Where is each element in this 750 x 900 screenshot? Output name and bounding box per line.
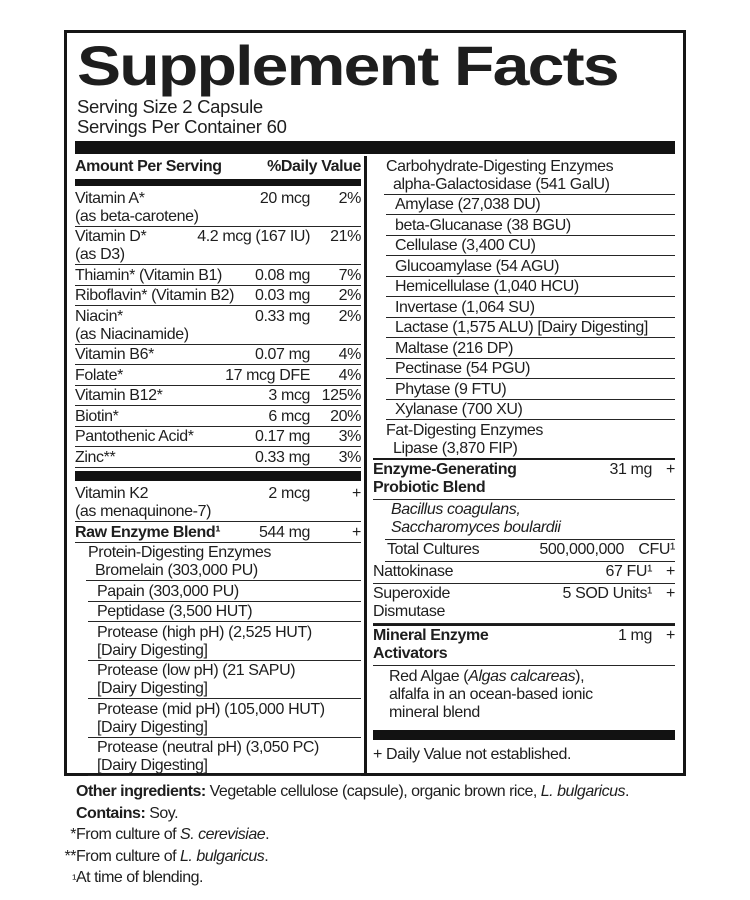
nutrient-subtext: (as Niacinamide) (75, 325, 189, 343)
nutrient-row (75, 365, 361, 386)
enzyme-item (386, 297, 675, 318)
enzyme-item-tag: [Dairy Digesting] (97, 757, 208, 774)
nutrient-name: Zinc** (75, 448, 116, 466)
nutrient-dv: 21% (330, 228, 361, 245)
nutrient-dv: 4% (338, 346, 361, 363)
nutrient-dv: 4% (338, 366, 361, 384)
label-footnotes (62, 781, 742, 890)
nutrient-dv: 125% (321, 387, 361, 404)
servings-per-container-line (77, 117, 675, 137)
nutrient-dv: 2% (338, 287, 361, 304)
enzyme-item-text: Protease (neutral pH) (3,050 PC) (97, 739, 319, 756)
enzyme-item-text: alpha-Galactosidase (541 GalU) (393, 175, 610, 193)
left-column (75, 156, 364, 776)
blend-amount: 544 mg (259, 523, 310, 541)
blend-name: Mineral Enzyme (373, 627, 489, 644)
blend-name: Raw Enzyme Blend¹ (75, 523, 221, 541)
nutrient-name: Vitamin B12* (75, 387, 163, 404)
mineral-desc-line: mineral blend (389, 704, 480, 721)
nutrient-dv: 7% (338, 266, 361, 284)
enzyme-item (386, 359, 675, 380)
enzyme-item-tag: [Dairy Digesting] (97, 680, 208, 697)
nutrient-row (75, 386, 361, 407)
enzyme-item-text: Xylanase (700 XU) (395, 401, 523, 418)
enzyme-item-text: Lipase (3,870 FIP) (393, 439, 518, 457)
enzyme-item (88, 699, 361, 738)
species-name: L. bulgaricus (540, 783, 625, 800)
protein-enzyme-list (75, 581, 361, 776)
top-divider-bar (75, 141, 675, 154)
nutrient-name: Folate* (75, 366, 123, 384)
nutrient-row (75, 447, 361, 468)
blend-dv: + (666, 627, 675, 644)
nutrient-name: Vitamin D* (75, 228, 147, 245)
column-header (75, 156, 361, 178)
enzyme-item-text: Maltase (216 DP) (395, 339, 514, 357)
enzyme-item-text: Invertase (1,064 SU) (395, 298, 535, 316)
probiotic-species (385, 500, 675, 540)
enzyme-item-text: Papain (303,000 PU) (97, 582, 239, 600)
nutrient-amount: 0.07 mg (254, 346, 310, 363)
nutrient-subtext: (as D3) (75, 246, 125, 263)
enzyme-item-text: Lactase (1,575 ALU) [Dairy Digesting] (395, 319, 648, 336)
enzyme-item (88, 622, 361, 661)
nutrient-amount: 0.03 mg (254, 287, 310, 304)
enzyme-item-text: Glucoamylase (54 AGU) (395, 257, 560, 275)
enzyme-item-text: Protease (mid pH) (105,000 HUT) (97, 700, 325, 718)
nutrient-dv: 3% (338, 448, 361, 466)
serving-size-label: Serving Size (77, 96, 178, 117)
nutrient-amount: 6 mcg (268, 407, 310, 425)
enzyme-item-text: Bromelain (303,000 PU) (95, 562, 258, 579)
nutrient-dv: 2% (338, 307, 361, 325)
enzyme-item-text: beta-Glucanase (38 BGU) (395, 216, 571, 234)
right-column (367, 156, 675, 776)
nutrient-dv: 2% (338, 189, 361, 207)
enzyme-item-text: Pectinase (54 PGU) (395, 360, 531, 377)
nutrient-name: Thiamin* (Vitamin B1) (75, 266, 222, 284)
nutrient-row (75, 406, 361, 427)
enzyme-item-text: Phytase (9 FTU) (395, 380, 507, 398)
nutrient-dv: 3% (338, 428, 361, 445)
enzyme-item (386, 277, 675, 298)
carb-enzymes-heading: Carbohydrate-Digesting Enzymes (386, 157, 614, 175)
enzyme-item (386, 215, 675, 236)
blend-amount: 1 mg (618, 627, 652, 644)
nutrient-amount: 2 mcg (268, 485, 310, 502)
footnote-2 (62, 846, 742, 868)
protein-enzymes-heading: Protein-Digesting Enzymes (88, 544, 271, 561)
mineral-blend-description (385, 666, 675, 728)
nutrient-amount: 5 SOD Units¹ (562, 585, 652, 602)
nutrient-dv: + (352, 485, 361, 502)
nutrient-row (75, 265, 361, 286)
blend-name: Probiotic Blend (373, 479, 486, 496)
footnote-3 (62, 867, 742, 890)
other-ingredients-line: Other ingredients: Vegetable cellulose (capsule), organic brown rice, L. bulgaricus. (76, 783, 629, 800)
fat-enzymes-heading: Fat-Digesting Enzymes (386, 421, 543, 439)
nutrient-amount: 0.33 mg (254, 307, 310, 325)
vitamin-list (75, 188, 361, 468)
nutrient-amount: 3 mcg (268, 387, 310, 404)
nutrient-name: Dismutase (373, 603, 445, 620)
nutrient-name: Nattokinase (373, 563, 454, 580)
enzyme-item (88, 738, 361, 777)
zinc-divider-bar (75, 471, 361, 481)
nutrient-amount: 4.2 mcg (167 IU) (197, 228, 310, 245)
other-ingredients-label: Other ingredients: (76, 783, 206, 800)
contains-line: Contains: Soy. (76, 804, 179, 822)
vitamin-k2-row (75, 484, 361, 523)
facts-columns (75, 156, 675, 776)
nutrient-name: Vitamin B6* (75, 346, 154, 363)
footnote-text: From culture of L. bulgaricus. (76, 847, 269, 865)
footnote-marker: ** (64, 847, 76, 865)
raw-enzyme-blend-row (75, 522, 361, 543)
enzyme-item (386, 236, 675, 257)
enzyme-item-tag: [Dairy Digesting] (97, 718, 208, 736)
enzyme-item-text: Protease (low pH) (21 SAPU) (97, 662, 296, 679)
bottom-divider-bar (373, 730, 675, 740)
superoxide-dismutase-row (373, 584, 675, 624)
carb-enzyme-list (373, 195, 675, 421)
nutrient-subtext: (as menaquinone-7) (75, 503, 211, 520)
nutrient-dv: + (666, 585, 675, 602)
servings-label: Servings Per Container (77, 116, 262, 137)
nutrient-row (75, 286, 361, 307)
blend-amount: 31 mg (609, 461, 652, 478)
enzyme-item-text: Amylase (27,038 DU) (395, 196, 541, 213)
total-cultures-amount: 500,000,000 (539, 541, 624, 558)
enzyme-item-text: Peptidase (3,500 HUT) (97, 603, 253, 620)
blend-name: Enzyme-Generating (373, 461, 517, 478)
serving-size-line (77, 97, 675, 117)
enzyme-item (88, 661, 361, 700)
enzyme-item-text: Protease (high pH) (2,525 HUT) (97, 623, 312, 641)
nutrient-subtext: (as beta-carotene) (75, 207, 199, 225)
enzyme-item-tag: [Dairy Digesting] (97, 641, 208, 659)
enzyme-item (386, 379, 675, 400)
servings-value: 60 (266, 116, 287, 137)
mineral-activators-row (373, 624, 675, 666)
blend-dv: + (352, 523, 361, 541)
enzyme-item (386, 338, 675, 359)
blend-dv: + (666, 461, 675, 478)
enzyme-item (386, 256, 675, 277)
carb-enzymes-group (384, 156, 675, 195)
nutrient-dv: + (666, 563, 675, 580)
footnote-text: From culture of S. cerevisiae. (76, 826, 270, 843)
amount-per-serving-header: Amount Per Serving (75, 158, 222, 175)
nutrient-row (75, 427, 361, 448)
nutrient-amount: 67 FU¹ (605, 563, 652, 580)
nutrient-row (75, 306, 361, 345)
nutrient-dv: 20% (330, 407, 361, 425)
nutrient-row (75, 188, 361, 227)
nutrient-amount: 0.33 mg (254, 448, 310, 466)
enzyme-item (88, 602, 361, 623)
enzyme-item (386, 318, 675, 339)
daily-value-note: + Daily Value not established. (373, 746, 572, 763)
header-divider-bar (75, 179, 361, 186)
nutrient-name: Biotin* (75, 407, 119, 425)
nutrient-amount: 0.17 mg (254, 428, 310, 445)
enzyme-item-text: Cellulase (3,400 CU) (395, 237, 536, 254)
mineral-desc-line: Red Algae (Algas calcareas), (389, 668, 585, 685)
protein-enzymes-group (86, 543, 361, 582)
total-cultures-unit: CFU¹ (638, 541, 675, 558)
blend-name: Activators (373, 645, 448, 662)
contains-label: Contains: (76, 804, 146, 822)
probiotic-blend-row (373, 458, 675, 500)
nutrient-name: Vitamin A* (75, 189, 145, 207)
nutrient-amount: 0.08 mg (254, 266, 310, 284)
nutrient-name: Riboflavin* (Vitamin B2) (75, 287, 235, 304)
nattokinase-row (373, 562, 675, 584)
enzyme-item (386, 400, 675, 421)
nutrient-amount: 17 mcg DFE (225, 366, 310, 384)
nutrient-name: Vitamin K2 (75, 485, 149, 502)
fat-enzymes-group (384, 420, 675, 458)
footnote-text: At time of blending. (76, 869, 203, 886)
nutrient-row (75, 345, 361, 366)
nutrient-row (75, 227, 361, 266)
species-name: Algas calcareas (468, 668, 576, 685)
footnote-1 (62, 824, 742, 846)
species-name: S. cerevisiae (180, 826, 266, 843)
species-name: L. bulgaricus (180, 847, 265, 865)
footnote-marker: ¹ (72, 871, 76, 886)
nutrient-amount: 20 mcg (259, 189, 310, 207)
footnote-marker: * (70, 826, 76, 843)
nutrient-name: Niacin* (75, 307, 123, 325)
total-cultures-row (385, 540, 675, 562)
serving-size-value: 2 Capsule (182, 96, 263, 117)
nutrient-name: Pantothenic Acid* (75, 428, 194, 445)
species-name: Saccharomyces boulardii (391, 519, 561, 536)
daily-value-header: %Daily Value (267, 158, 361, 175)
enzyme-item (88, 581, 361, 602)
facts-box (64, 30, 686, 776)
mineral-desc-line: alfalfa in an ocean-based ionic (389, 686, 593, 703)
enzyme-item-text: Hemicellulase (1,040 HCU) (395, 278, 579, 295)
nutrient-name: Superoxide (373, 585, 450, 602)
enzyme-item (386, 195, 675, 216)
page-title: Supplement Facts (77, 34, 618, 97)
species-name: Bacillus coagulans, (391, 501, 521, 518)
total-cultures-label: Total Cultures (387, 541, 480, 558)
